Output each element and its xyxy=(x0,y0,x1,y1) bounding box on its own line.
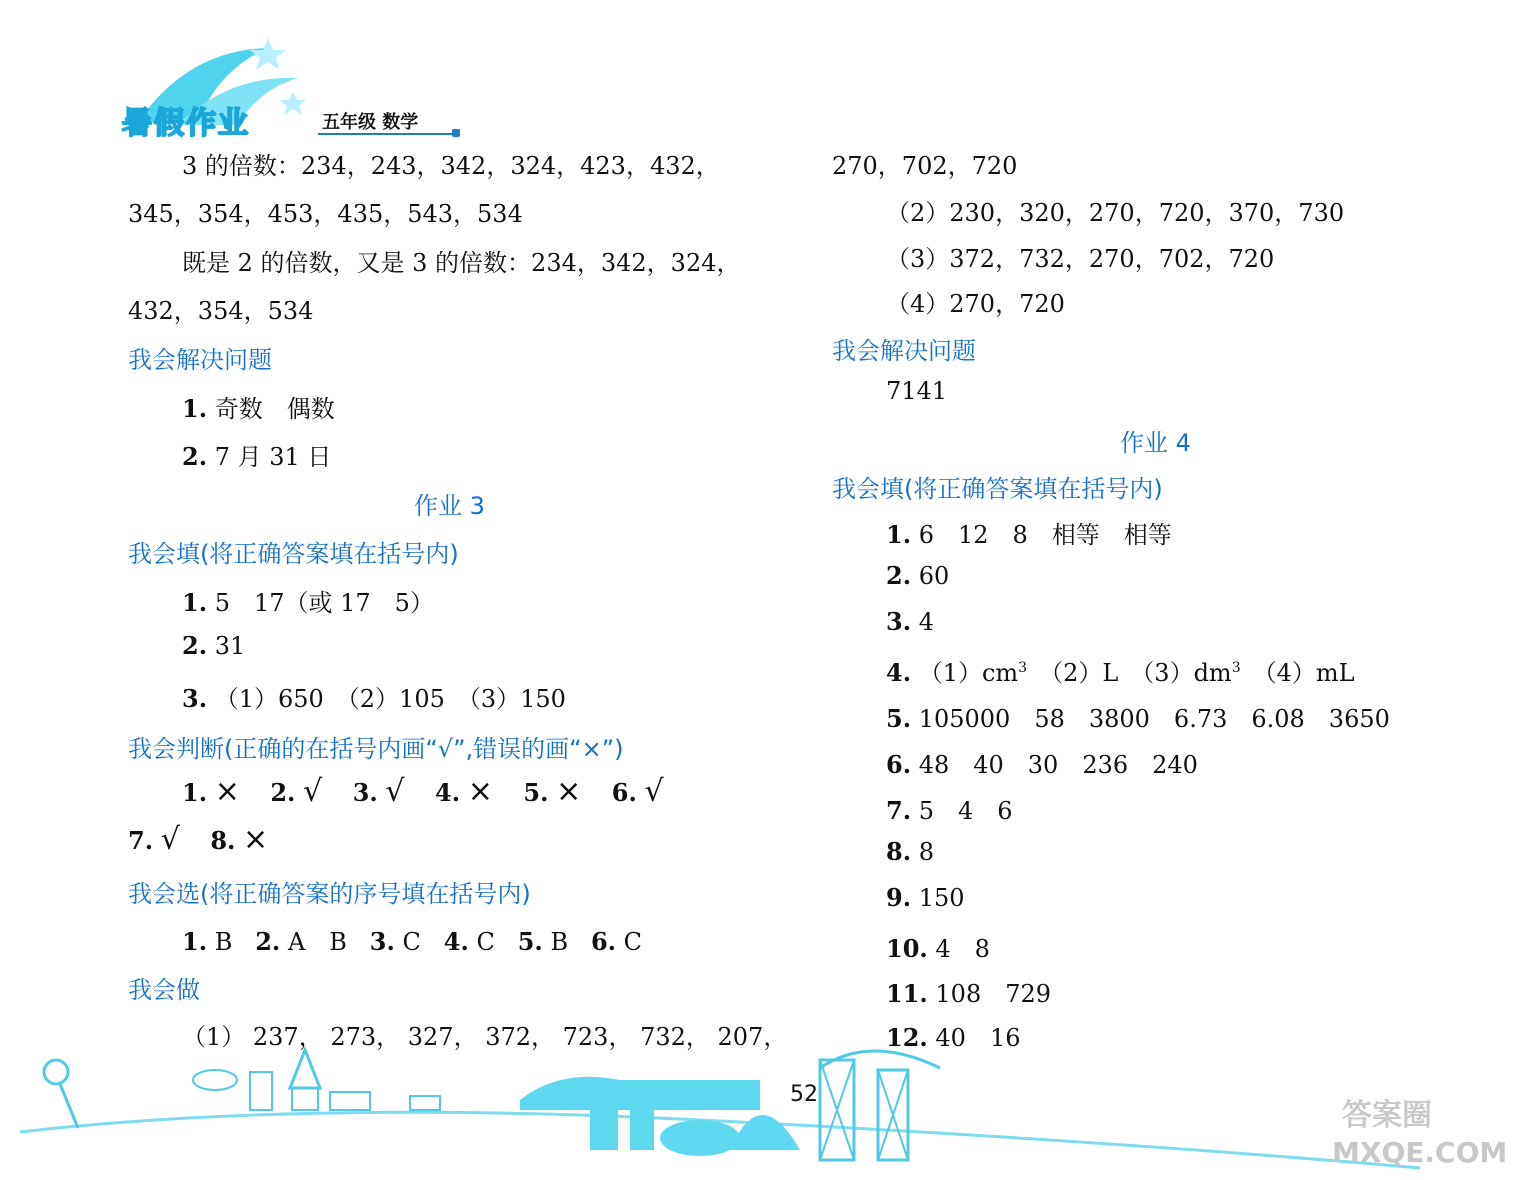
fill-item-2 xyxy=(182,631,245,660)
section-heading-judge: 我会判断(正确的在括号内画“√”,错误的画“×”) xyxy=(128,735,624,763)
item-answer: 5 17（或 17 5） xyxy=(214,589,434,617)
item-answer: 105000 58 3800 6.73 6.08 3650 xyxy=(918,705,1390,733)
fill-right-item-6 xyxy=(886,745,1198,780)
item-number: 1. xyxy=(886,520,912,549)
item-number: 7. xyxy=(128,826,154,855)
item-number: 5. xyxy=(886,704,912,733)
solve-answer: 7141 xyxy=(886,377,948,405)
solve-item-1 xyxy=(182,389,335,424)
section-heading-solve: 我会解决问题 xyxy=(128,346,272,374)
item-number: 2. xyxy=(182,631,208,660)
do-item-2: （2）230，320，270，720，370，730 xyxy=(886,199,1345,227)
watermark-text: 答案圈 xyxy=(1342,1098,1432,1133)
item-number: 3. xyxy=(182,684,208,713)
section-heading-fill: 我会填(将正确答案填在括号内) xyxy=(128,540,459,568)
item-number: 1. xyxy=(182,778,208,807)
item-number: 2. xyxy=(182,442,208,471)
item-number: 1. xyxy=(182,927,208,956)
fill-right-item-3 xyxy=(886,607,934,636)
item-number: 9. xyxy=(886,883,912,912)
item-answer: 150 xyxy=(918,884,965,912)
header-rule-dot xyxy=(452,129,460,137)
item-answer: C xyxy=(402,928,421,956)
item-number: 3. xyxy=(369,927,395,956)
item-number: 4. xyxy=(443,927,469,956)
item-answer: 31 xyxy=(214,632,246,660)
header-rule xyxy=(318,133,456,135)
item-number: 2. xyxy=(255,927,281,956)
fill-right-item-11 xyxy=(886,974,1051,1009)
item-answer: （2）L （3）dm xyxy=(1027,659,1232,687)
fill-right-item-9 xyxy=(886,883,965,912)
item-answer: 4 8 xyxy=(935,935,990,963)
multiples-of-2-and-3-line1: 既是 2 的倍数，又是 3 的倍数：234，342，324， xyxy=(182,249,741,277)
judge-row-1 xyxy=(182,774,664,809)
fill-right-item-10 xyxy=(886,929,990,964)
cross-mark: × xyxy=(556,774,582,809)
judge-row-2 xyxy=(128,822,268,857)
item-number: 2. xyxy=(270,778,296,807)
cross-mark: × xyxy=(214,774,240,809)
item-answer: 5 4 6 xyxy=(918,797,1013,825)
item-answer: B xyxy=(550,928,569,956)
item-number: 6. xyxy=(886,750,912,779)
item-number: 2. xyxy=(886,561,912,590)
item-answer: 奇数 偶数 xyxy=(214,395,335,423)
do-item-3: （3）372，732，270，702，720 xyxy=(886,245,1275,273)
check-mark: √ xyxy=(385,774,405,809)
choose-row xyxy=(182,922,642,957)
do-item-1-line1: （1） 237， 273， 327， 372， 723， 732， 207， xyxy=(182,1023,788,1051)
header-subtitle: 五年级 数学 xyxy=(322,112,419,133)
do-item-4: （4）270，720 xyxy=(886,290,1065,318)
page-number: 52 xyxy=(790,1082,818,1107)
item-answer: （4）mL xyxy=(1240,659,1355,687)
item-answer: 60 xyxy=(918,562,950,590)
section-heading-fill-right: 我会填(将正确答案填在括号内) xyxy=(832,475,1163,503)
footer-landscape-illustration xyxy=(0,1040,1536,1180)
section-heading-solve-right: 我会解决问题 xyxy=(832,337,976,365)
item-answer: C xyxy=(623,928,643,956)
item-number: 3. xyxy=(352,778,378,807)
fill-right-item-2 xyxy=(886,561,949,590)
superscript: 3 xyxy=(1231,660,1241,676)
homework-4-title: 作业 4 xyxy=(1120,429,1191,457)
item-answer: （1）cm xyxy=(918,659,1019,687)
homework-3-title: 作业 3 xyxy=(414,492,485,520)
item-number: 8. xyxy=(886,837,912,866)
check-mark: √ xyxy=(160,822,180,857)
fill-item-1 xyxy=(182,583,434,618)
multiples-of-2-and-3-line2: 432，354，534 xyxy=(128,297,314,325)
item-answer: A B xyxy=(287,928,347,956)
item-answer: C xyxy=(476,928,495,956)
fill-right-item-1 xyxy=(886,515,1172,550)
logo-text: 暑假作业 xyxy=(122,106,250,141)
fill-right-item-7 xyxy=(886,791,1013,826)
item-number: 5. xyxy=(517,927,543,956)
watermark-url: MXQE.COM xyxy=(1332,1136,1508,1169)
section-heading-choose: 我会选(将正确答案的序号填在括号内) xyxy=(128,880,531,908)
item-answer: （1）650 （2）105 （3）150 xyxy=(214,685,566,713)
item-answer: 48 40 30 236 240 xyxy=(918,751,1198,779)
fill-right-item-5 xyxy=(886,699,1390,734)
item-answer: B xyxy=(214,928,233,956)
item-number: 3. xyxy=(886,607,912,636)
section-heading-do: 我会做 xyxy=(128,976,200,1004)
do-item-1-line2: 270，702，720 xyxy=(832,152,1018,180)
item-number: 4. xyxy=(435,778,461,807)
item-number: 8. xyxy=(210,826,236,855)
item-answer: 7 月 31 日 xyxy=(214,443,332,471)
item-answer: 40 16 xyxy=(935,1024,1021,1052)
item-answer: 8 xyxy=(918,838,934,866)
item-number: 4. xyxy=(886,658,912,687)
item-number: 6. xyxy=(590,927,617,956)
item-answer: 6 12 8 相等 相等 xyxy=(918,521,1172,549)
item-answer: 108 729 xyxy=(935,980,1052,1008)
item-number: 1. xyxy=(182,588,208,617)
solve-item-2 xyxy=(182,437,331,472)
multiples-of-3-line2: 345，354，453，435，543，534 xyxy=(128,200,523,228)
item-number: 7. xyxy=(886,796,912,825)
item-number: 11. xyxy=(886,979,928,1008)
item-answer: 4 xyxy=(918,608,934,636)
check-mark: √ xyxy=(303,774,323,809)
fill-right-item-8 xyxy=(886,837,934,866)
fill-item-3 xyxy=(182,679,566,714)
item-number: 1. xyxy=(182,394,208,423)
multiples-of-3-line1: 3 的倍数：234，243，342，324，423，432， xyxy=(182,152,720,180)
item-number: 12. xyxy=(886,1023,928,1052)
check-mark: √ xyxy=(644,774,664,809)
item-number: 6. xyxy=(611,778,637,807)
cross-mark: × xyxy=(467,774,493,809)
item-number: 10. xyxy=(886,934,928,963)
item-number: 5. xyxy=(523,778,549,807)
fill-right-item-4 xyxy=(886,653,1355,688)
cross-mark: × xyxy=(243,822,269,857)
superscript: 3 xyxy=(1018,660,1028,676)
